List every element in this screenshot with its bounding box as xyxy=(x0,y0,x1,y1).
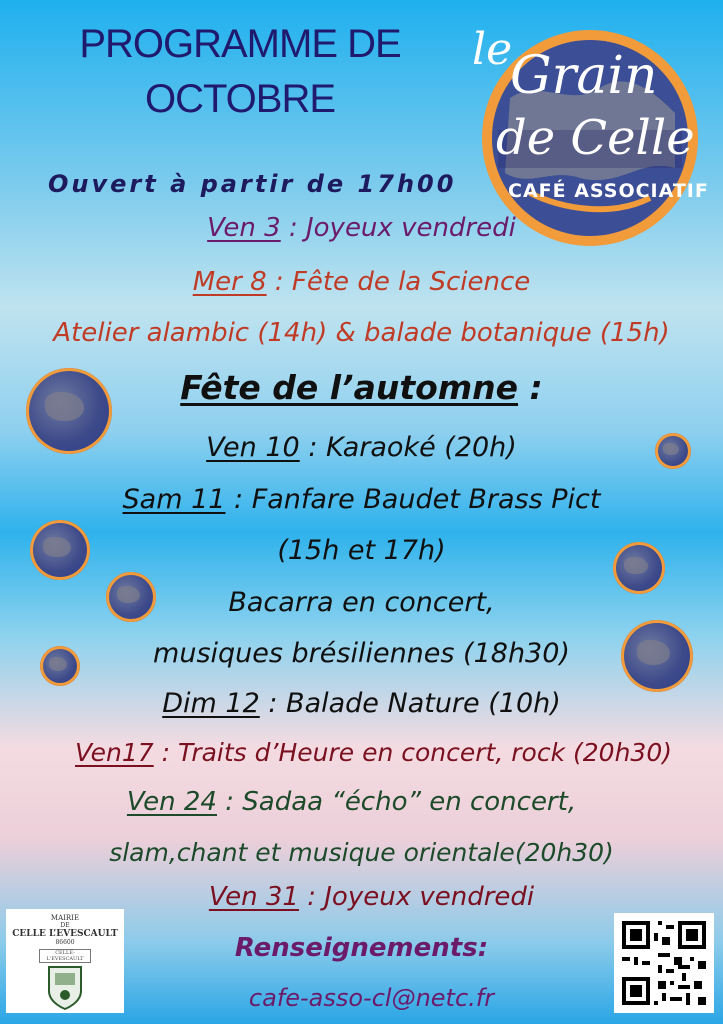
event-ven24-day: Ven 24 xyxy=(126,787,217,817)
title-line-1: PROGRAMME DE xyxy=(79,22,401,66)
mairie-line-1: MAIRIE xyxy=(50,914,80,922)
event-ven3-text: : Joyeux vendredi xyxy=(280,213,516,243)
event-dim12-day: Dim 12 xyxy=(162,688,260,719)
event-sam11 xyxy=(0,484,723,515)
event-sam11-day: Sam 11 xyxy=(122,484,226,515)
event-mer8-text: : Fête de la Science xyxy=(266,267,531,297)
logo-word-decelle: de Celle xyxy=(496,110,695,166)
event-sam11-times: (15h et 17h) xyxy=(277,535,446,566)
event-ven17-day: Ven17 xyxy=(75,738,154,767)
event-ven31-day: Ven 31 xyxy=(208,882,299,912)
event-sam11-text: : Fanfare Baudet Brass Pict xyxy=(225,484,601,515)
mairie-line-4: 86600 xyxy=(55,939,75,946)
planet-icon xyxy=(613,542,665,594)
event-mer8 xyxy=(0,267,723,297)
planet-icon xyxy=(30,520,90,580)
section-title: Fête de l’automne xyxy=(180,368,519,407)
event-ven17 xyxy=(12,738,723,767)
page-title xyxy=(30,22,450,122)
event-ven24 xyxy=(0,787,713,817)
event-ven24-details: slam,chant et musique orientale(20h30) xyxy=(109,838,614,867)
event-dim12 xyxy=(0,688,723,719)
event-ven17-text: : Traits d’Heure en concert, rock (20h30) xyxy=(153,738,672,767)
section-colon: : xyxy=(518,368,543,407)
planet-icon xyxy=(106,572,156,622)
event-mer8-day: Mer 8 xyxy=(192,267,267,297)
opening-hours: Ouvert à partir de 17h00 xyxy=(48,170,457,198)
event-ven3 xyxy=(0,213,723,243)
event-ven10-text: : Karaoké (20h) xyxy=(299,432,517,463)
logo-word-le: le xyxy=(472,24,513,75)
planet-icon xyxy=(621,620,693,692)
logo-subtitle: CAFÉ ASSOCIATIF xyxy=(508,180,709,202)
event-ven31-text: : Joyeux vendredi xyxy=(298,882,535,912)
event-ven10-day: Ven 10 xyxy=(206,432,300,463)
mairie-banner: CELLE-L'EVESCAULT xyxy=(39,949,91,963)
event-sam11-concert: Bacarra en concert, xyxy=(228,587,495,618)
qr-code[interactable] xyxy=(614,913,714,1013)
planet-icon xyxy=(26,368,112,454)
mairie-line-2: DE xyxy=(60,922,70,929)
title-line-2: OCTOBRE xyxy=(144,77,336,121)
mairie-line-3: CELLE L’EVESCAULT xyxy=(12,929,118,939)
event-sam11-music: musiques brésiliennes (18h30) xyxy=(153,638,570,669)
planet-icon xyxy=(40,646,80,686)
event-dim12-text: : Balade Nature (10h) xyxy=(259,688,561,719)
event-ven31 xyxy=(10,882,723,912)
event-ven24-text: : Sadaa “écho” en concert, xyxy=(216,787,577,817)
event-mer8-details: Atelier alambic (14h) & balade botanique (15h) xyxy=(53,318,670,348)
coat-of-arms-icon xyxy=(45,965,85,1011)
mairie-logo xyxy=(6,909,124,1013)
info-label: Renseignements: xyxy=(234,933,489,963)
event-ven3-day: Ven 3 xyxy=(207,213,281,243)
info-email[interactable]: cafe-asso-cl@netc.fr xyxy=(248,984,495,1012)
logo-word-grain: Grain xyxy=(510,46,658,106)
event-ven10 xyxy=(0,432,723,463)
planet-icon xyxy=(655,433,691,469)
qr-code-icon xyxy=(614,913,714,1013)
